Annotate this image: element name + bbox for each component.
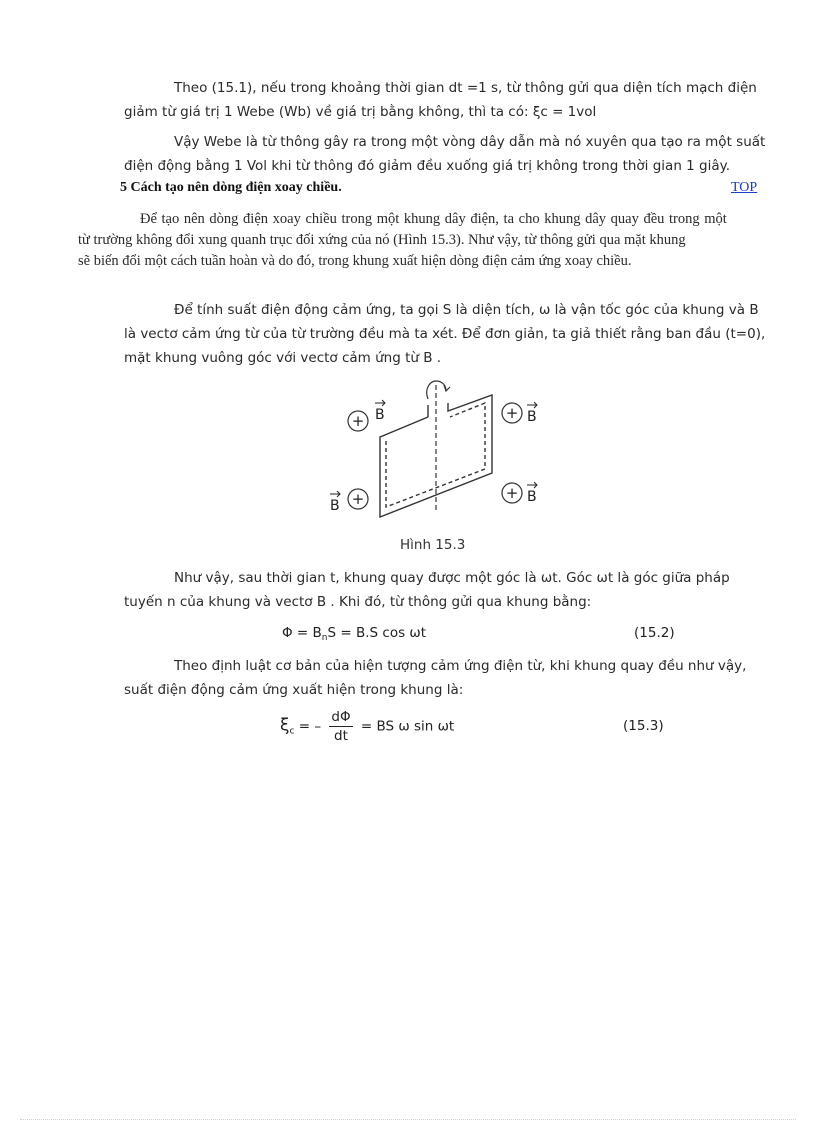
equation-15-2: $\Phi = B_nS = B.S$ cos ωt bbox=[282, 625, 426, 643]
equation-number-15-3: (15.3) bbox=[623, 718, 664, 734]
para4-line3: mặt khung vuông góc với vectơ cảm ứng từ B . bbox=[124, 350, 442, 366]
field-symbol-top-right bbox=[502, 402, 537, 425]
svg-text:B: B bbox=[375, 407, 385, 423]
rotation-axis bbox=[427, 381, 450, 513]
para5-line2: tuyến n của khung và vectơ B . Khi đó, từ thông gửi qua khung bằng: bbox=[124, 594, 592, 610]
svg-text:+: + bbox=[351, 490, 365, 508]
svg-text:B: B bbox=[527, 489, 537, 505]
para4-line1: Để tính suất điện động cảm ứng, ta gọi S là diện tích, ω là vận tốc góc của khung và B bbox=[174, 302, 759, 318]
para2-line2: điện động bằng 1 Vol khi từ thông đó giảm đều xuống giá trị không trong thời gian 1 giây. bbox=[124, 158, 730, 174]
para3-line2: từ trường không đổi xung quanh trục đối xứng của nó (Hình 15.3). Như vậy, từ thông gửi qua mặt khung bbox=[78, 232, 686, 248]
svg-text:B: B bbox=[527, 409, 537, 425]
para6-line2: suất điện động cảm ứng xuất hiện trong khung là: bbox=[124, 682, 464, 698]
fraction-dphi-dt: $\frac{d\Phi}{dt}$ bbox=[331, 709, 351, 744]
page-bottom-divider bbox=[20, 1119, 796, 1120]
para2-line1: Vậy Webe là từ thông gây ra trong một vòng dây dẫn mà nó xuyên qua tạo ra một suất bbox=[174, 134, 766, 150]
field-symbol-bottom-left bbox=[330, 489, 368, 514]
equation-number-15-2: (15.2) bbox=[634, 625, 675, 641]
svg-text:+: + bbox=[351, 412, 365, 430]
svg-text:+: + bbox=[505, 404, 519, 422]
para5-line1: Như vậy, sau thời gian t, khung quay được một góc là ωt. Góc ωt là góc giữa pháp bbox=[174, 570, 730, 586]
para1-line2: giảm từ giá trị 1 Webe (Wb) về giá trị bằng không, thì ta có: ξc = 1vol bbox=[124, 104, 597, 120]
para4-line2: là vectơ cảm ứng từ của từ trường đều mà ta xét. Để đơn giản, ta giả thiết rằng ban đầu (t=0), bbox=[124, 326, 766, 342]
figure-caption: Hình 15.3 bbox=[400, 537, 466, 553]
figure-rotating-coil bbox=[320, 375, 550, 535]
svg-text:+: + bbox=[505, 484, 519, 502]
svg-text:B: B bbox=[330, 498, 340, 514]
field-symbol-bottom-right bbox=[502, 482, 537, 505]
top-link[interactable]: TOP bbox=[731, 180, 758, 195]
field-symbol-top-left bbox=[348, 400, 385, 431]
para3-line1: Để tạo nên dòng điện xoay chiều trong một khung dây điện, ta cho khung dây quay đều trong một bbox=[140, 211, 727, 227]
section-heading: 5 Cách tạo nên dòng điện xoay chiều. bbox=[120, 180, 342, 195]
para1-line1: Theo (15.1), nếu trong khoảng thời gian dt =1 s, từ thông gửi qua diện tích mạch điện bbox=[174, 80, 757, 96]
equation-15-3: $\xi_c$ = – $\frac{d\Phi}{dt}$ = BS ω sin ωt bbox=[280, 709, 455, 744]
para3-line3: sẽ biến đổi một cách tuần hoàn và do đó, trong khung xuất hiện dòng điện cảm ứng xoay chiều. bbox=[78, 253, 632, 269]
para6-line1: Theo định luật cơ bản của hiện tượng cảm ứng điện từ, khi khung quay đều như vậy, bbox=[174, 658, 747, 674]
